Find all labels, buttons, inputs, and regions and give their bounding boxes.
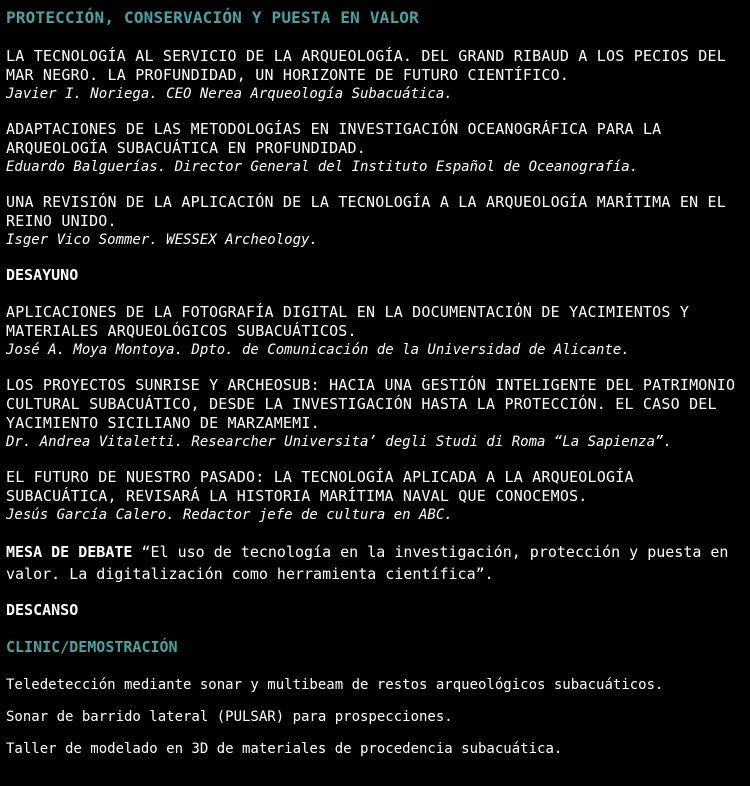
talk-item xyxy=(6,376,744,451)
talk-speaker: Dr. Andrea Vitaletti. Researcher Universita’ degli Studi di Roma “La Sapienza”. xyxy=(6,434,672,450)
talk-item xyxy=(6,193,744,249)
talk-speaker: Javier I. Noriega. CEO Nerea Arqueología Subacuática. xyxy=(6,86,453,102)
section-heading: PROTECCIÓN, CONSERVACIÓN Y PUESTA EN VALOR xyxy=(6,8,419,27)
debate-paragraph xyxy=(6,541,744,585)
talk-speaker: Isger Vico Sommer. WESSEX Archeology. xyxy=(6,232,318,248)
talk-item xyxy=(6,47,744,103)
talk-title: APLICACIONES DE LA FOTOGRAFÍA DIGITAL EN LA DOCUMENTACIÓN DE YACIMIENTOS Y MATERIALES ARQUEOLÓGICOS SUBACUÁTICOS. xyxy=(6,303,690,340)
breakfast-label: DESAYUNO xyxy=(6,266,79,284)
debate-text: “El uso de tecnología en la investigación, protección y puesta en valor. La digitalización como herramienta científica”. xyxy=(6,543,729,583)
talk-speaker: Jesús García Calero. Redactor jefe de cultura en ABC. xyxy=(6,507,453,523)
talk-item xyxy=(6,303,744,359)
talk-title: LOS PROYECTOS SUNRISE Y ARCHEOSUB: HACIA UNA GESTIÓN INTELIGENTE DEL PATRIMONIO CULTURAL SUBACUÁTICO, DESDE LA INVESTIGACIÓN HASTA LA PROTECCIÓN. EL CASO DEL YACIMIENTO SICILIANO DE MARZAMEMI. xyxy=(6,376,736,432)
talk-title: ADAPTACIONES DE LAS METODOLOGÍAS EN INVESTIGACIÓN OCEANOGRÁFICA PARA LA ARQUEOLOGÍA SUBACUÁTICA EN PROFUNDIDAD. xyxy=(6,120,662,157)
break-label: DESCANSO xyxy=(6,601,79,619)
clinic-item: Sonar de barrido lateral (PULSAR) para prospecciones. xyxy=(6,709,453,725)
talk-title: UNA REVISIÓN DE LA APLICACIÓN DE LA TECNOLOGÍA A LA ARQUEOLOGÍA MARÍTIMA EN EL REINO UNIDO. xyxy=(6,193,726,230)
clinic-item: Teledetección mediante sonar y multibeam de restos arqueológicos subacuáticos. xyxy=(6,677,664,693)
talk-item xyxy=(6,468,744,524)
debate-label: MESA DE DEBATE xyxy=(6,543,133,561)
talk-speaker: José A. Moya Montoya. Dpto. de Comunicación de la Universidad de Alicante. xyxy=(6,342,630,358)
talk-item xyxy=(6,120,744,176)
talk-speaker: Eduardo Balguerías. Director General del Instituto Español de Oceanografía. xyxy=(6,159,639,175)
clinic-heading: CLINIC/DEMOSTRACIÓN xyxy=(6,638,178,656)
clinic-item: Taller de modelado en 3D de materiales de procedencia subacuática. xyxy=(6,741,563,757)
talk-title: EL FUTURO DE NUESTRO PASADO: LA TECNOLOGÍA APLICADA A LA ARQUEOLOGÍA SUBACUÁTICA, REVISARÁ LA HISTORIA MARÍTIMA NAVAL QUE CONOCEMOS. xyxy=(6,468,634,505)
talk-title: LA TECNOLOGÍA AL SERVICIO DE LA ARQUEOLOGÍA. DEL GRAND RIBAUD A LOS PECIOS DEL MAR NEGRO. LA PROFUNDIDAD, UN HORIZONTE DE FUTURO CIENTÍFICO. xyxy=(6,47,726,84)
